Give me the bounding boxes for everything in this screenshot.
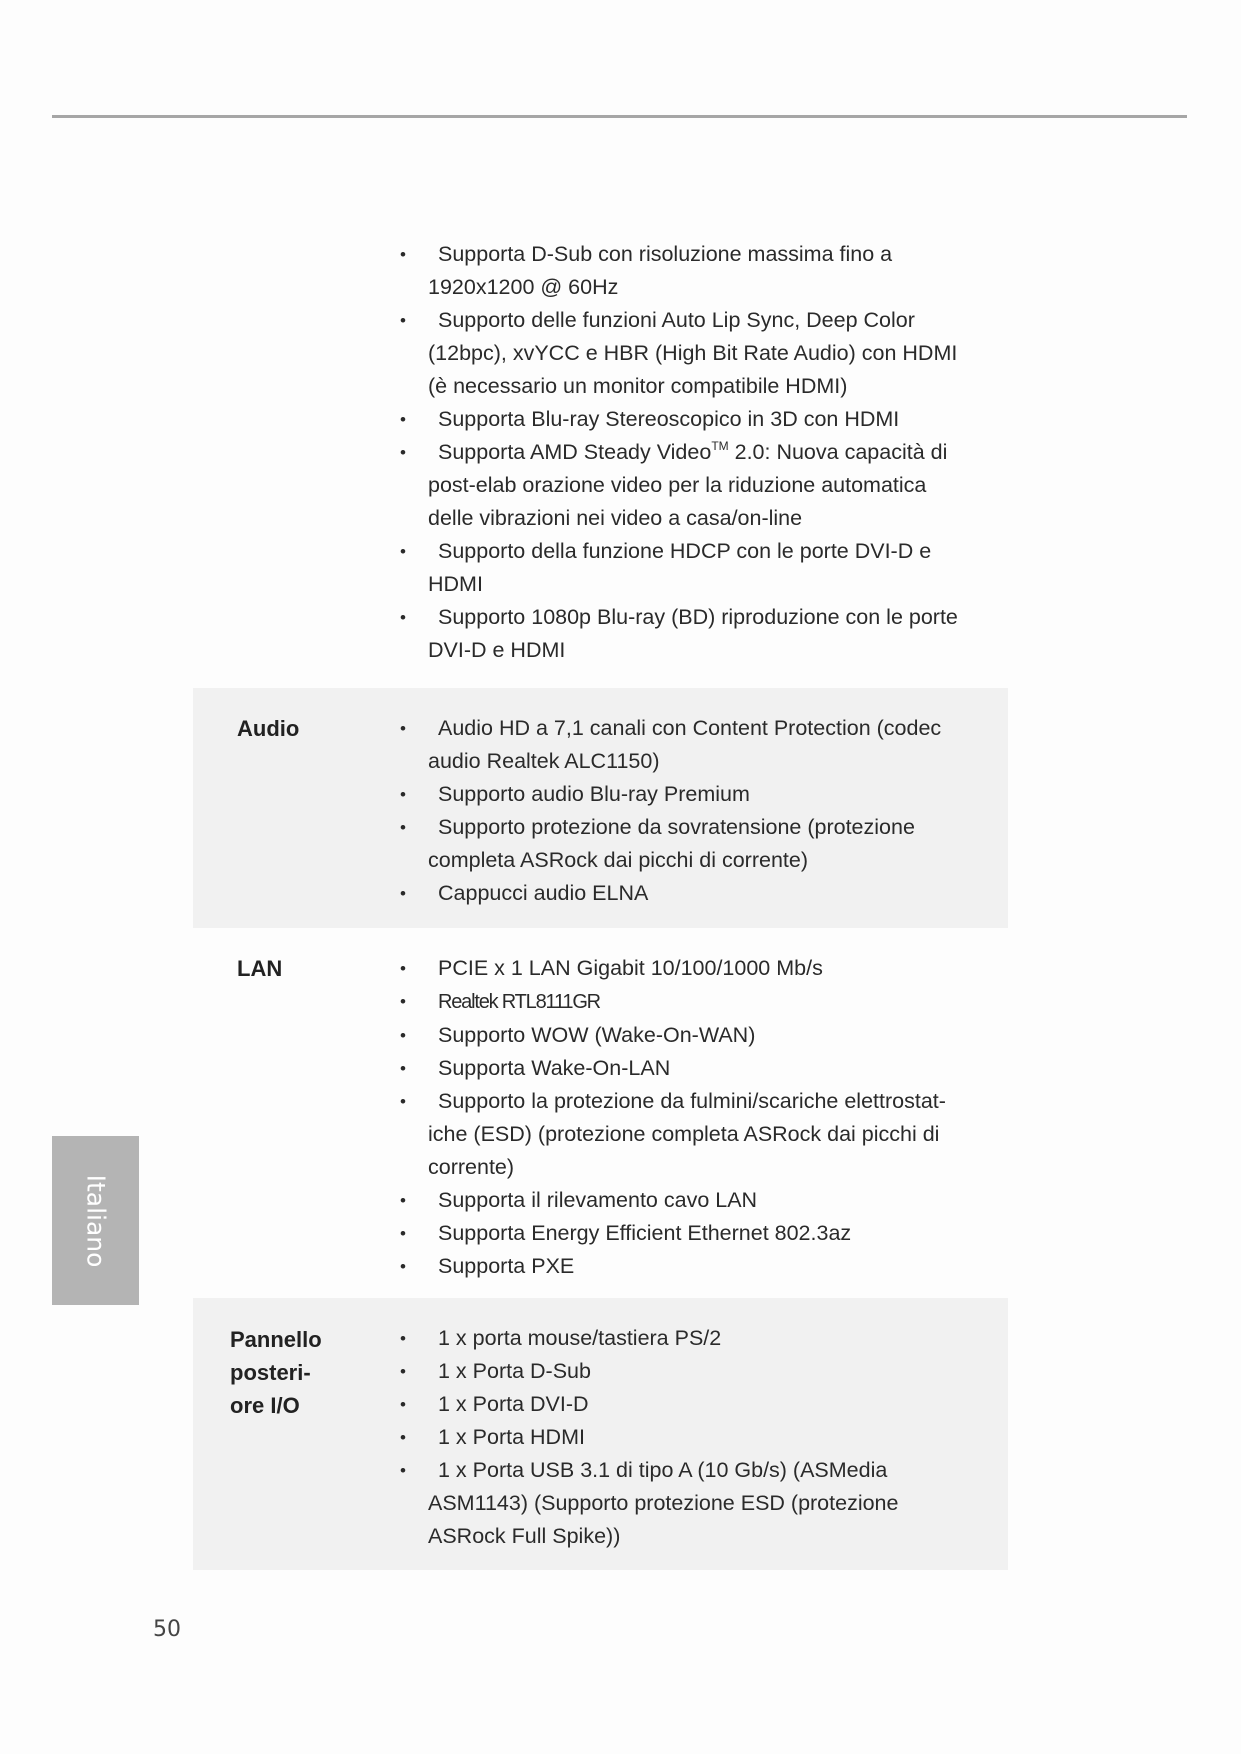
- language-tab: [52, 1136, 139, 1305]
- header-rule: [52, 115, 1187, 118]
- trademark-mark: TM: [711, 439, 729, 453]
- graphics-list: [403, 238, 973, 667]
- spec-label-audio: Audio: [237, 716, 300, 741]
- spec-label-lan: LAN: [237, 956, 283, 981]
- list-item: • Supporta Blu-ray Stereoscopico in 3D con HDMI: [403, 403, 973, 436]
- spec-rear-io: [193, 1298, 1008, 1570]
- label-line: ore I/O: [230, 1393, 300, 1418]
- list-item: • Supporto della funzione HDCP con le porte DVI-D e HDMI: [403, 535, 973, 601]
- rear-io-list: [403, 1322, 973, 1553]
- list-item: • Supporto delle funzioni Auto Lip Sync, Deep Color (12bpc), xvYCC e HBR (High Bit Rate Audio) con HDMI (è necessario un monitor compatibile HDMI): [403, 304, 973, 403]
- list-item: • 1 x Porta DVI-D: [403, 1388, 973, 1421]
- steady-video-text-tail: 2.0: Nuova capacità di post-elab orazione video per la riduzione automatica delle vibrazioni nei video a casa/on-line: [428, 440, 948, 530]
- list-item: • Cappucci audio ELNA: [403, 877, 973, 910]
- list-item: • Supporta il rilevamento cavo LAN: [403, 1184, 973, 1217]
- label-line: posteri-: [230, 1360, 311, 1385]
- list-item: • Supporto protezione da sovratensione (protezione completa ASRock dai picchi di corrente): [403, 811, 973, 877]
- list-item: • 1 x porta mouse/tastiera PS/2: [403, 1322, 973, 1355]
- list-item: [403, 436, 973, 535]
- list-item: • Supporto WOW (Wake-On-WAN): [403, 1019, 973, 1052]
- list-item: • PCIE x 1 LAN Gigabit 10/100/1000 Mb/s: [403, 952, 973, 985]
- list-item: • Supporto 1080p Blu-ray (BD) riproduzione con le porte DVI-D e HDMI: [403, 601, 973, 667]
- spec-audio: [193, 688, 1008, 928]
- list-item: • Supporta PXE: [403, 1250, 973, 1283]
- spec-lan: [193, 928, 1008, 1298]
- list-item: • Supporto audio Blu-ray Premium: [403, 778, 973, 811]
- language-tab-label: Italiano: [81, 1174, 110, 1267]
- lan-list: [403, 952, 973, 1283]
- label-line: Pannello: [230, 1327, 322, 1352]
- audio-list: [403, 712, 973, 910]
- list-item: • Supporta Energy Efficient Ethernet 802.3az: [403, 1217, 973, 1250]
- list-item: • Supporta Wake-On-LAN: [403, 1052, 973, 1085]
- list-item: • Supporto la protezione da fulmini/scariche elettrostat-iche (ESD) (protezione completa ASRock dai picchi di corrente): [403, 1085, 973, 1184]
- list-item: • Realtek RTL8111GR: [403, 985, 973, 1019]
- list-item: • Supporta D-Sub con risoluzione massima fino a 1920x1200 @ 60Hz: [403, 238, 973, 304]
- page-number: 50: [153, 1617, 181, 1642]
- list-item: • Audio HD a 7,1 canali con Content Protection (codec audio Realtek ALC1150): [403, 712, 973, 778]
- steady-video-text: Supporta AMD Steady Video: [438, 440, 712, 464]
- list-item: • 1 x Porta USB 3.1 di tipo A (10 Gb/s) (ASMedia ASM1143) (Supporto protezione ESD (protezione ASRock Full Spike)): [403, 1454, 973, 1553]
- list-item: • 1 x Porta D-Sub: [403, 1355, 973, 1388]
- spec-graphics-continued: [193, 238, 1008, 668]
- spec-label-rear-io: [230, 1323, 350, 1422]
- list-item: • 1 x Porta HDMI: [403, 1421, 973, 1454]
